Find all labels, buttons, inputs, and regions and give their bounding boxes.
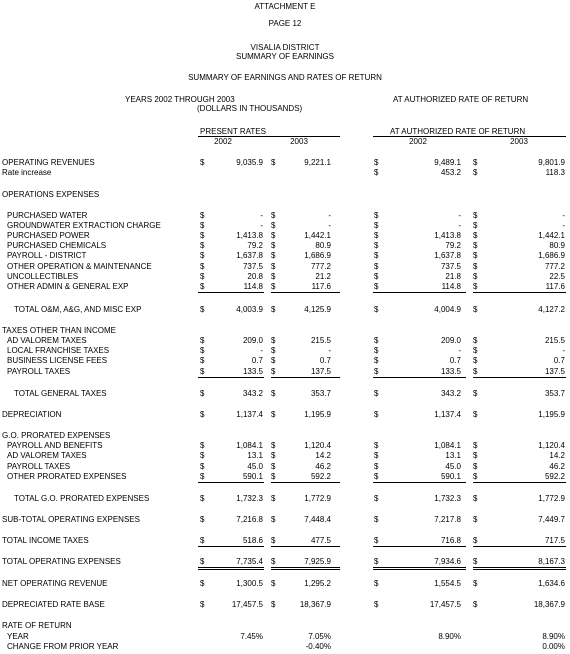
- authorized-rate-column-heading: AT AUTHORIZED RATE OF RETURN: [390, 127, 526, 136]
- dollar-sign: $: [271, 356, 276, 365]
- row-label: G.O. PRORATED EXPENSES: [2, 431, 111, 440]
- dollar-sign: $: [271, 451, 276, 460]
- total-rule: [198, 546, 264, 547]
- cell-value: 79.2: [247, 241, 263, 250]
- row-label: TOTAL INCOME TAXES: [2, 536, 89, 545]
- dollar-sign: $: [271, 441, 276, 450]
- row-label: YEAR: [7, 632, 29, 641]
- cell-value: 1,554.5: [434, 579, 461, 588]
- subtotal-rule: [473, 292, 566, 293]
- dollar-sign: $: [374, 305, 379, 314]
- cell-value: 13.1: [445, 451, 461, 460]
- dollar-sign: $: [200, 356, 205, 365]
- row-label: AD VALOREM TAXES: [7, 451, 87, 460]
- cell-value: -: [458, 346, 461, 355]
- dollar-sign: $: [473, 367, 478, 376]
- row-label: PURCHASED WATER: [7, 211, 88, 220]
- cell-value: 133.5: [242, 367, 263, 376]
- double-rule: [373, 567, 466, 568]
- cell-value: -: [562, 211, 565, 220]
- dollar-sign: $: [374, 231, 379, 240]
- subtotal-rule: [373, 377, 466, 378]
- dollar-sign: $: [374, 262, 379, 271]
- dollar-sign: $: [374, 441, 379, 450]
- subtotal-rule: [473, 377, 566, 378]
- cell-value: 45.0: [247, 462, 263, 471]
- dollar-sign: $: [200, 272, 205, 281]
- dollar-sign: $: [473, 557, 478, 566]
- cell-value: 215.5: [544, 336, 565, 345]
- cell-value: -: [328, 211, 331, 220]
- dollar-sign: $: [271, 262, 276, 271]
- row-label: Rate increase: [2, 168, 52, 177]
- row-label: OTHER ADMIN & GENERAL EXP: [7, 282, 129, 291]
- row-label: TOTAL O&M, A&G, AND MISC EXP: [14, 305, 142, 314]
- cell-value: 7,925.9: [304, 557, 331, 566]
- dollar-sign: $: [200, 211, 205, 220]
- dollar-sign: $: [200, 262, 205, 271]
- cell-value: 7,216.8: [236, 515, 263, 524]
- cell-value: 7.05%: [308, 632, 331, 641]
- dollar-sign: $: [374, 389, 379, 398]
- row-label: OPERATIONS EXPENSES: [2, 190, 100, 199]
- cell-value: 7,735.4: [236, 557, 263, 566]
- row-label: LOCAL FRANCHISE TAXES: [7, 346, 110, 355]
- double-rule: [473, 567, 566, 568]
- cell-value: 8.90%: [438, 632, 461, 641]
- dollar-sign: $: [473, 211, 478, 220]
- double-rule: [271, 567, 340, 568]
- cell-value: 1,300.5: [236, 579, 263, 588]
- dollar-sign: $: [473, 231, 478, 240]
- dollar-sign: $: [200, 451, 205, 460]
- cell-value: 7.45%: [240, 632, 263, 641]
- dollar-sign: $: [200, 462, 205, 471]
- cell-value: 1,442.1: [538, 231, 565, 240]
- dollar-sign: $: [374, 158, 379, 167]
- subtotal-rule: [473, 482, 566, 483]
- row-label: RATE OF RETURN: [2, 621, 72, 630]
- cell-value: 7,217.8: [434, 515, 461, 524]
- row-label: PAYROLL TAXES: [7, 462, 71, 471]
- dollar-sign: $: [200, 241, 205, 250]
- cell-value: 777.2: [310, 262, 331, 271]
- dollar-sign: $: [271, 536, 276, 545]
- cell-value: -: [328, 346, 331, 355]
- dollar-sign: $: [374, 462, 379, 471]
- cell-value: 7,449.7: [538, 515, 565, 524]
- cell-value: 4,003.9: [236, 305, 263, 314]
- year-heading-2002-authorized: 2002: [409, 137, 427, 146]
- dollar-sign: $: [374, 356, 379, 365]
- cell-value: 1,732.3: [434, 494, 461, 503]
- cell-value: 592.2: [310, 472, 331, 481]
- dollar-sign: $: [374, 168, 379, 177]
- cell-value: -: [328, 221, 331, 230]
- dollar-sign: $: [473, 462, 478, 471]
- row-label: PURCHASED POWER: [7, 231, 90, 240]
- dollar-sign: $: [374, 221, 379, 230]
- row-label: PAYROLL TAXES: [7, 367, 71, 376]
- row-label: AD VALOREM TAXES: [7, 336, 87, 345]
- cell-value: 4,004.9: [434, 305, 461, 314]
- row-label: BUSINESS LICENSE FEES: [7, 356, 108, 365]
- row-label: GROUNDWATER EXTRACTION CHARGE: [7, 221, 161, 230]
- cell-value: -: [562, 346, 565, 355]
- dollar-sign: $: [374, 557, 379, 566]
- dollar-sign: $: [271, 231, 276, 240]
- cell-value: 133.5: [440, 367, 461, 376]
- dollar-sign: $: [473, 441, 478, 450]
- dollar-sign: $: [271, 221, 276, 230]
- cell-value: 1,413.8: [434, 231, 461, 240]
- cell-value: -0.40%: [305, 642, 331, 651]
- dollar-sign: $: [271, 158, 276, 167]
- cell-value: 1,195.9: [538, 410, 565, 419]
- dollar-sign: $: [374, 600, 379, 609]
- dollar-sign: $: [200, 536, 205, 545]
- dollar-sign: $: [374, 211, 379, 220]
- year-heading-2002-present: 2002: [214, 137, 232, 146]
- dollar-sign: $: [271, 251, 276, 260]
- cell-value: 1,637.8: [434, 251, 461, 260]
- report-title: SUMMARY OF EARNINGS: [236, 52, 334, 61]
- cell-value: 18,367.9: [533, 600, 565, 609]
- row-label: TOTAL GENERAL TAXES: [14, 389, 107, 398]
- present-rates-heading: PRESENT RATES: [200, 127, 266, 136]
- cell-value: 0.7: [449, 356, 461, 365]
- dollar-sign: $: [271, 305, 276, 314]
- cell-value: 21.8: [445, 272, 461, 281]
- dollar-sign: $: [473, 536, 478, 545]
- dollar-sign: $: [473, 346, 478, 355]
- subtotal-rule: [373, 482, 466, 483]
- dollar-sign: $: [200, 389, 205, 398]
- dollar-sign: $: [200, 600, 205, 609]
- cell-value: 1,120.4: [538, 441, 565, 450]
- dollar-sign: $: [271, 462, 276, 471]
- cell-value: 0.7: [553, 356, 565, 365]
- cell-value: 46.2: [549, 462, 565, 471]
- subtotal-rule: [271, 482, 340, 483]
- dollar-sign: $: [271, 494, 276, 503]
- dollar-sign: $: [200, 305, 205, 314]
- cell-value: 737.5: [440, 262, 461, 271]
- dollar-sign: $: [473, 494, 478, 503]
- dollar-sign: $: [271, 579, 276, 588]
- dollar-sign: $: [200, 557, 205, 566]
- district-name: VISALIA DISTRICT: [250, 43, 320, 52]
- cell-value: 17,457.5: [429, 600, 461, 609]
- total-rule: [373, 546, 466, 547]
- dollar-sign: $: [374, 494, 379, 503]
- dollar-sign: $: [200, 472, 205, 481]
- cell-value: 9,489.1: [434, 158, 461, 167]
- cell-value: 1,120.4: [304, 441, 331, 450]
- row-label: NET OPERATING REVENUE: [2, 579, 108, 588]
- dollar-sign: $: [271, 410, 276, 419]
- dollar-sign: $: [473, 579, 478, 588]
- cell-value: 1,772.9: [304, 494, 331, 503]
- dollar-sign: $: [473, 305, 478, 314]
- double-rule: [473, 569, 566, 570]
- cell-value: 1,686.9: [538, 251, 565, 260]
- cell-value: 4,127.2: [538, 305, 565, 314]
- cell-value: 118.3: [545, 168, 565, 177]
- cell-value: 9,035.9: [236, 158, 263, 167]
- cell-value: 590.1: [440, 472, 461, 481]
- cell-value: 80.9: [315, 241, 331, 250]
- cell-value: 4,125.9: [304, 305, 331, 314]
- cell-value: 1,195.9: [304, 410, 331, 419]
- cell-value: 1,772.9: [538, 494, 565, 503]
- dollar-sign: $: [200, 579, 205, 588]
- row-label: OTHER OPERATION & MAINTENANCE: [7, 262, 152, 271]
- cell-value: 137.5: [544, 367, 565, 376]
- cell-value: 13.1: [247, 451, 263, 460]
- cell-value: 8,167.3: [538, 557, 565, 566]
- row-label: TOTAL OPERATING EXPENSES: [2, 557, 121, 566]
- dollar-sign: $: [473, 356, 478, 365]
- dollar-sign: $: [374, 282, 379, 291]
- cell-value: 209.0: [440, 336, 461, 345]
- row-label: PAYROLL - DISTRICT: [7, 251, 87, 260]
- dollar-sign: $: [271, 272, 276, 281]
- subtotal-rule: [198, 377, 264, 378]
- cell-value: 17,457.5: [231, 600, 263, 609]
- cell-value: 114.8: [441, 282, 461, 291]
- cell-value: 9,221.1: [304, 158, 331, 167]
- dollar-sign: $: [200, 282, 205, 291]
- cell-value: 209.0: [242, 336, 263, 345]
- dollar-sign: $: [473, 451, 478, 460]
- years-range: YEARS 2002 THROUGH 2003: [125, 95, 235, 104]
- cell-value: 590.1: [242, 472, 263, 481]
- cell-value: 7,934.6: [434, 557, 461, 566]
- double-rule: [198, 569, 264, 570]
- dollar-sign: $: [374, 536, 379, 545]
- cell-value: 1,442.1: [304, 231, 331, 240]
- dollar-sign: $: [200, 410, 205, 419]
- cell-value: 1,634.6: [538, 579, 565, 588]
- dollar-sign: $: [271, 211, 276, 220]
- row-label: DEPRECIATION: [2, 410, 62, 419]
- dollar-sign: $: [271, 600, 276, 609]
- dollar-sign: $: [271, 336, 276, 345]
- cell-value: -: [260, 211, 263, 220]
- dollar-sign: $: [374, 472, 379, 481]
- dollar-sign: $: [271, 367, 276, 376]
- cell-value: -: [260, 221, 263, 230]
- double-rule: [373, 569, 466, 570]
- cell-value: 716.8: [440, 536, 461, 545]
- row-label: UNCOLLECTIBLES: [7, 272, 79, 281]
- row-label: PAYROLL AND BENEFITS: [7, 441, 103, 450]
- cell-value: 1,295.2: [304, 579, 331, 588]
- dollar-sign: $: [374, 241, 379, 250]
- cell-value: 9,801.9: [538, 158, 565, 167]
- dollar-sign: $: [374, 451, 379, 460]
- cell-value: 21.2: [315, 272, 331, 281]
- year-heading-2003-authorized: 2003: [510, 137, 528, 146]
- cell-value: 0.00%: [542, 642, 565, 651]
- dollar-sign: $: [200, 515, 205, 524]
- cell-value: 79.2: [445, 241, 461, 250]
- dollar-sign: $: [473, 472, 478, 481]
- dollar-sign: $: [374, 251, 379, 260]
- dollar-sign: $: [200, 158, 205, 167]
- dollar-sign: $: [473, 389, 478, 398]
- dollar-sign: $: [200, 367, 205, 376]
- dollar-sign: $: [200, 221, 205, 230]
- dollar-sign: $: [271, 515, 276, 524]
- dollar-sign: $: [473, 336, 478, 345]
- cell-value: 1,732.3: [236, 494, 263, 503]
- dollar-sign: $: [200, 231, 205, 240]
- cell-value: 0.7: [319, 356, 331, 365]
- dollar-sign: $: [473, 221, 478, 230]
- dollar-sign: $: [473, 410, 478, 419]
- subtotal-rule: [271, 377, 340, 378]
- subtotal-rule: [271, 292, 340, 293]
- cell-value: 353.7: [310, 389, 331, 398]
- dollar-sign: $: [200, 494, 205, 503]
- dollar-sign: $: [374, 410, 379, 419]
- dollar-sign: $: [374, 579, 379, 588]
- cell-value: 215.5: [310, 336, 331, 345]
- double-rule: [271, 569, 340, 570]
- dollar-sign: $: [271, 282, 276, 291]
- double-rule: [198, 567, 264, 568]
- dollar-sign: $: [200, 336, 205, 345]
- attachment-label: ATTACHMENT E: [254, 2, 316, 11]
- row-label: OTHER PRORATED EXPENSES: [7, 472, 127, 481]
- dollar-sign: $: [374, 336, 379, 345]
- dollar-sign: $: [374, 272, 379, 281]
- dollar-sign: $: [374, 346, 379, 355]
- cell-value: 14.2: [315, 451, 331, 460]
- dollar-sign: $: [271, 389, 276, 398]
- cell-value: 1,137.4: [236, 410, 263, 419]
- cell-value: 1,686.9: [304, 251, 331, 260]
- cell-value: 8.90%: [542, 632, 565, 641]
- units-note: (DOLLARS IN THOUSANDS): [197, 104, 303, 113]
- dollar-sign: $: [473, 600, 478, 609]
- dollar-sign: $: [271, 472, 276, 481]
- cell-value: 0.7: [251, 356, 263, 365]
- row-label: TOTAL G.O. PRORATED EXPENSES: [14, 494, 150, 503]
- subtotal-rule: [373, 292, 466, 293]
- cell-value: 343.2: [242, 389, 263, 398]
- cell-value: 1,413.8: [236, 231, 263, 240]
- dollar-sign: $: [473, 251, 478, 260]
- dollar-sign: $: [271, 241, 276, 250]
- cell-value: 717.5: [544, 536, 565, 545]
- cell-value: 737.5: [242, 262, 263, 271]
- cell-value: 14.2: [549, 451, 565, 460]
- cell-value: 20.8: [247, 272, 263, 281]
- cell-value: 453.2: [440, 168, 461, 177]
- cell-value: 22.5: [549, 272, 565, 281]
- subtotal-rule: [198, 292, 264, 293]
- report-subtitle: SUMMARY OF EARNINGS AND RATES OF RETURN: [188, 73, 382, 82]
- cell-value: 117.6: [311, 282, 331, 291]
- row-label: SUB-TOTAL OPERATING EXPENSES: [2, 515, 140, 524]
- cell-value: -: [562, 221, 565, 230]
- cell-value: 45.0: [445, 462, 461, 471]
- page-number: PAGE 12: [268, 19, 302, 28]
- dollar-sign: $: [271, 346, 276, 355]
- cell-value: 1,637.8: [236, 251, 263, 260]
- row-label: CHANGE FROM PRIOR YEAR: [7, 642, 119, 651]
- cell-value: 117.6: [545, 282, 565, 291]
- cell-value: 18,367.9: [299, 600, 331, 609]
- cell-value: 777.2: [544, 262, 565, 271]
- dollar-sign: $: [473, 272, 478, 281]
- cell-value: 114.8: [243, 282, 263, 291]
- dollar-sign: $: [473, 515, 478, 524]
- row-label: TAXES OTHER THAN INCOME: [2, 326, 116, 335]
- row-label: PURCHASED CHEMICALS: [7, 241, 107, 250]
- cell-value: -: [458, 211, 461, 220]
- cell-value: 592.2: [544, 472, 565, 481]
- cell-value: 343.2: [440, 389, 461, 398]
- dollar-sign: $: [200, 251, 205, 260]
- cell-value: 477.5: [310, 536, 331, 545]
- cell-value: 46.2: [315, 462, 331, 471]
- cell-value: 353.7: [544, 389, 565, 398]
- cell-value: 137.5: [310, 367, 331, 376]
- total-rule: [271, 546, 340, 547]
- row-label: DEPRECIATED RATE BASE: [2, 600, 105, 609]
- dollar-sign: $: [473, 262, 478, 271]
- dollar-sign: $: [200, 346, 205, 355]
- year-heading-2003-present: 2003: [290, 137, 308, 146]
- authorized-rate-heading: AT AUTHORIZED RATE OF RETURN: [393, 95, 529, 104]
- subtotal-rule: [198, 482, 264, 483]
- dollar-sign: $: [200, 441, 205, 450]
- cell-value: 80.9: [549, 241, 565, 250]
- dollar-sign: $: [374, 515, 379, 524]
- cell-value: 1,137.4: [434, 410, 461, 419]
- cell-value: 7,448.4: [304, 515, 331, 524]
- row-label: OPERATING REVENUES: [2, 158, 95, 167]
- dollar-sign: $: [271, 557, 276, 566]
- dollar-sign: $: [473, 241, 478, 250]
- dollar-sign: $: [473, 158, 478, 167]
- cell-value: 518.6: [242, 536, 263, 545]
- dollar-sign: $: [374, 367, 379, 376]
- dollar-sign: $: [473, 282, 478, 291]
- dollar-sign: $: [473, 168, 478, 177]
- total-rule: [473, 546, 566, 547]
- cell-value: -: [458, 221, 461, 230]
- cell-value: 1,084.1: [434, 441, 461, 450]
- cell-value: 1,084.1: [236, 441, 263, 450]
- cell-value: -: [260, 346, 263, 355]
